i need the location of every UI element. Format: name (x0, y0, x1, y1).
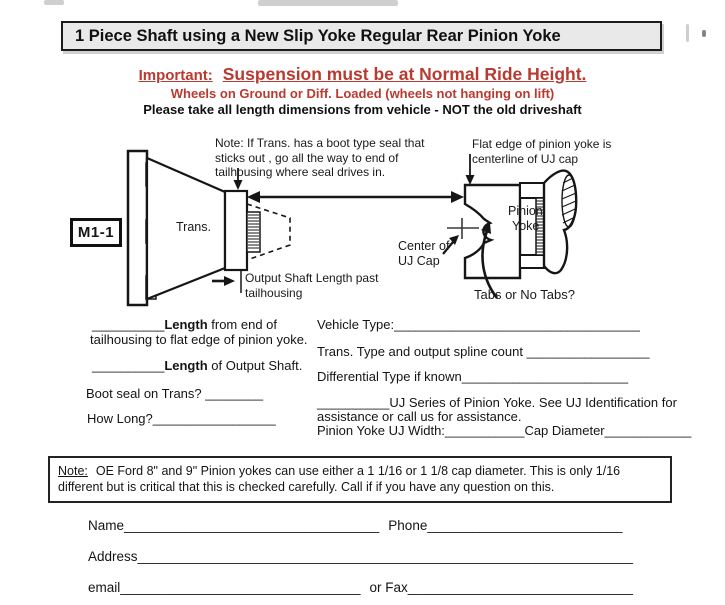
center-of-uj-cap-label (398, 239, 449, 269)
email-label: email (88, 580, 121, 595)
dimension-instruction: Please take all length dimensions from vehicle - NOT the old driveshaft (143, 102, 582, 117)
cap-diameter-label: Cap Diameter (524, 423, 605, 438)
ford-cap-note-box (48, 456, 672, 503)
how-long-field (87, 411, 276, 426)
vehicle-type-label: Vehicle Type: (317, 317, 395, 332)
ride-height-note: Wheels on Ground or Diff. Loaded (wheels not hanging on lift) (170, 86, 555, 101)
scan-smudge (258, 0, 398, 6)
scan-smudge (686, 24, 689, 42)
important-label: Important: (138, 67, 213, 84)
fax-blank: ______________________________ (407, 580, 634, 595)
boot-seal-note (215, 136, 424, 180)
phone-label: Phone (388, 518, 428, 533)
uj-width-cap-field (317, 423, 691, 438)
uj-series-field-line2: assistance or call us for assistance. (317, 409, 522, 424)
output-shaft-length-label (245, 271, 378, 300)
length-output-shaft-field (92, 358, 302, 373)
uj-series-text: UJ Series of Pinion Yoke. See UJ Identification for (389, 395, 677, 410)
name-phone-row (88, 518, 623, 533)
dimension-arrow (247, 191, 464, 203)
scan-smudge (702, 30, 706, 37)
note-text: OE Ford 8" and 9" Pinion yokes can use either a 1 1/16 or 1 1/8 cap diameter. This is only 1/16 different but is critical that this is checked carefully. Call if if you have any question on this. (58, 464, 621, 494)
boot-seal-field-label: Boot seal on Trans? (86, 386, 206, 401)
vehicle-type-field (317, 317, 640, 332)
trans-type-label: Trans. Type and output spline count (317, 344, 527, 359)
how-long-field-blank: _________________ (152, 411, 276, 426)
important-text: Suspension must be at Normal Ride Height. (222, 64, 587, 84)
email-fax-row (88, 580, 633, 595)
length-output-shaft-bold: Length (164, 358, 208, 373)
boot-seal-note-line2: sticks out , go all the way to end of (215, 150, 399, 165)
important-heading (0, 64, 725, 85)
name-label: Name (88, 518, 125, 533)
flat-edge-note (472, 137, 611, 166)
uj-series-blank: __________ (317, 395, 390, 410)
diff-type-field (317, 369, 628, 384)
boot-seal-field-blank: ________ (205, 386, 264, 401)
note-label: Note: (58, 464, 88, 478)
boot-seal-note-line3: tailhousing where seal drives in. (215, 165, 386, 179)
vehicle-type-blank: __________________________________ (394, 317, 640, 332)
uj-width-blank: ___________ (444, 423, 525, 438)
trans-label: Trans. (176, 220, 211, 234)
form-title-box (61, 21, 662, 51)
center-of-uj-line2: UJ Cap (398, 254, 440, 268)
form-title: 1 Piece Shaft using a New Slip Yoke Regular Rear Pinion Yoke (75, 27, 561, 45)
length-tailhousing-blank: __________ (92, 317, 165, 332)
length-output-shaft-rest: of Output Shaft. (207, 358, 303, 373)
boot-seal-note-line1: Note: If Trans. has a boot type seal that (215, 136, 425, 150)
output-shaft-length-line2: tailhousing (245, 285, 303, 300)
address-row (88, 549, 633, 564)
address-label: Address (88, 549, 138, 564)
length-tailhousing-rest: from end of (207, 317, 278, 332)
diff-type-label: Differential Type if known (317, 369, 462, 384)
trans-type-field (317, 344, 650, 359)
uj-width-label: Pinion Yoke UJ Width: (317, 423, 445, 438)
output-shaft-length-line1: Output Shaft Length past (245, 271, 379, 285)
uj-series-field (317, 395, 677, 410)
pinion-yoke-line1: Pinion (508, 204, 543, 218)
flat-edge-note-line1: Flat edge of pinion yoke is (472, 137, 612, 151)
length-tailhousing-field-line2: tailhousing to flat edge of pinion yoke. (90, 332, 308, 347)
output-shaft-spline (247, 212, 260, 252)
trans-type-blank: _________________ (526, 344, 650, 359)
name-blank: __________________________________ (124, 518, 380, 533)
flat-edge-note-line2: centerline of UJ cap (472, 151, 579, 166)
cap-diameter-blank: ____________ (604, 423, 692, 438)
uj-cap-crosshair (447, 218, 479, 239)
tabs-question: Tabs or No Tabs? (474, 287, 575, 302)
diff-type-blank: _______________________ (461, 369, 629, 384)
fax-label: or Fax (369, 580, 408, 595)
scan-smudge (44, 0, 64, 5)
length-output-shaft-blank: __________ (92, 358, 165, 373)
center-of-uj-line1: Center of (398, 239, 450, 253)
length-tailhousing-field (92, 317, 277, 332)
email-blank: ________________________________ (120, 580, 361, 595)
how-long-field-label: How Long? (87, 411, 153, 426)
pinion-yoke-line2: Yoke (512, 219, 540, 233)
pinion-yoke-label (508, 204, 543, 234)
length-tailhousing-bold: Length (164, 317, 208, 332)
address-blank: __________________________________________________________________ (137, 549, 634, 564)
boot-seal-field (86, 386, 263, 401)
phone-blank: __________________________ (427, 518, 623, 533)
model-badge: M1-1 (70, 218, 122, 247)
